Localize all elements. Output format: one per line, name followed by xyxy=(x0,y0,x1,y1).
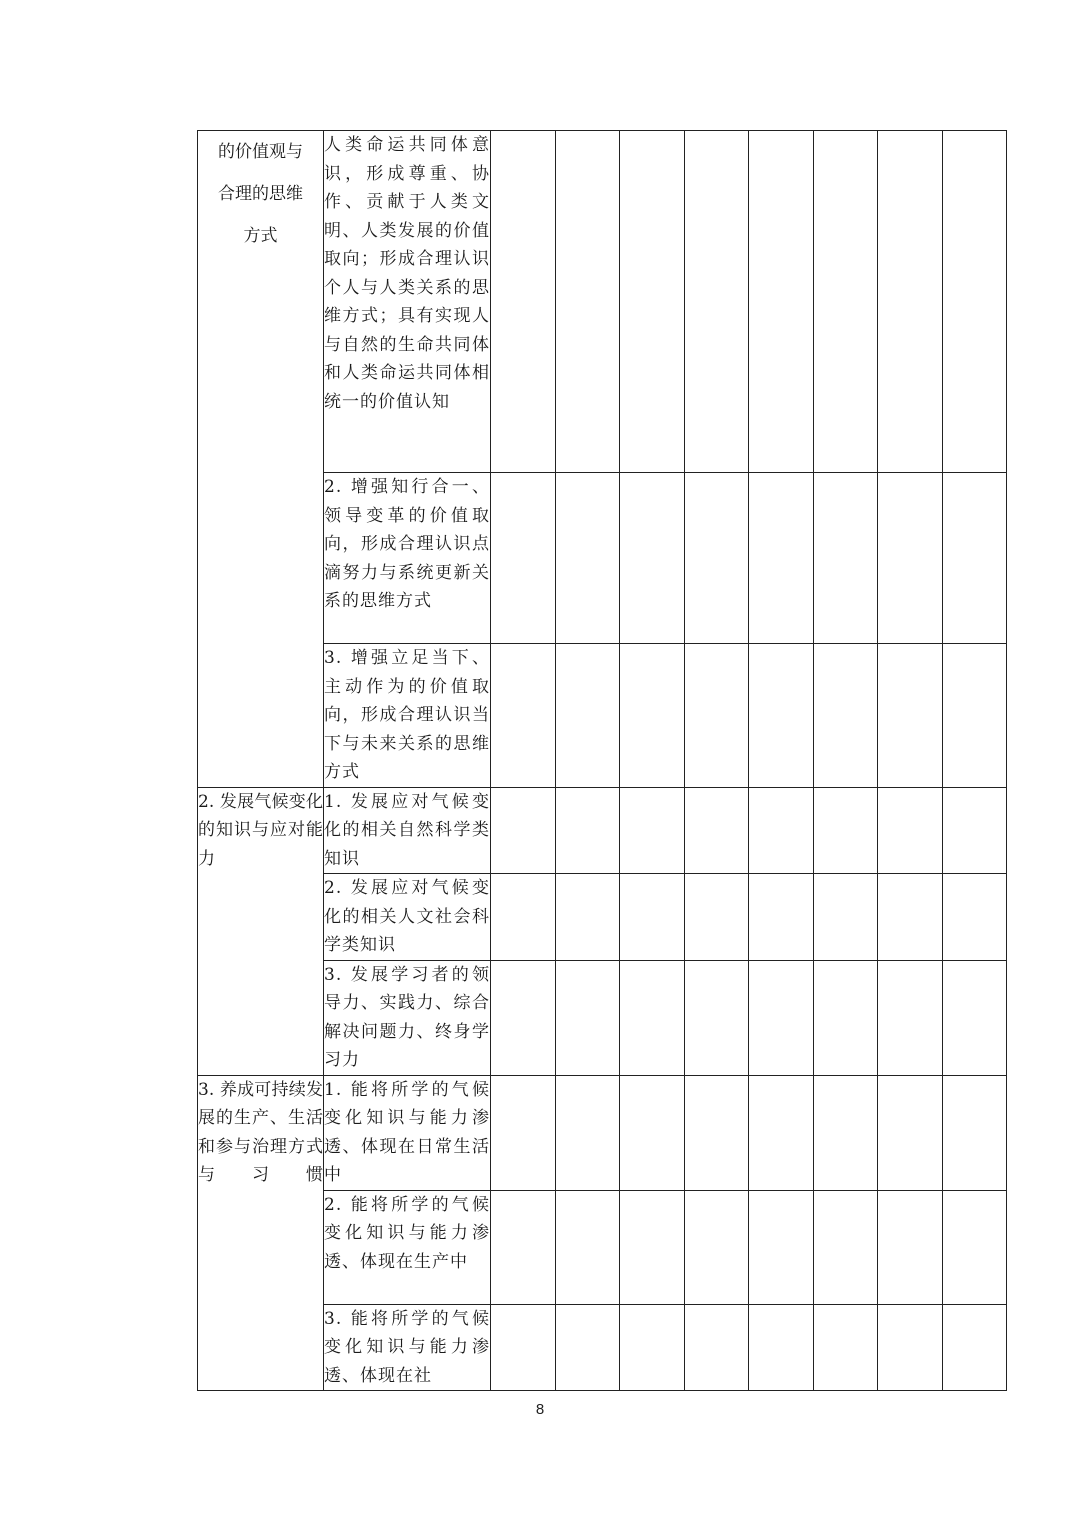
rating-cell[interactable] xyxy=(620,1190,685,1304)
rating-cell[interactable] xyxy=(878,131,943,473)
rating-cell[interactable] xyxy=(813,1075,878,1190)
rating-cell[interactable] xyxy=(620,131,685,473)
rating-cell[interactable] xyxy=(555,1304,620,1391)
rating-cell[interactable] xyxy=(684,1075,749,1190)
rating-cell[interactable] xyxy=(749,874,814,961)
rating-cell[interactable] xyxy=(878,1190,943,1304)
rating-cell[interactable] xyxy=(813,787,878,874)
indicator-cell: 2. 能将所学的气候变化知识与能力渗透、体现在生产中 xyxy=(324,1190,491,1304)
dimension-cell xyxy=(198,131,324,788)
rating-cell[interactable] xyxy=(491,960,556,1075)
rating-cell[interactable] xyxy=(942,787,1006,874)
rating-cell[interactable] xyxy=(813,1190,878,1304)
indicator-cell: 2. 增强知行合一、领导变革的价值取向，形成合理认识点滴努力与系统更新关系的思维方式 xyxy=(324,473,491,644)
rating-cell[interactable] xyxy=(684,787,749,874)
dimension-line: 方式 xyxy=(243,226,278,246)
rating-cell[interactable] xyxy=(620,473,685,644)
rating-cell[interactable] xyxy=(491,644,556,788)
rating-cell[interactable] xyxy=(813,473,878,644)
rating-cell[interactable] xyxy=(684,874,749,961)
rating-cell[interactable] xyxy=(555,473,620,644)
rating-cell[interactable] xyxy=(684,1190,749,1304)
rating-cell[interactable] xyxy=(620,644,685,788)
rating-cell[interactable] xyxy=(491,131,556,473)
rating-cell[interactable] xyxy=(878,1075,943,1190)
indicator-cell: 3. 能将所学的气候变化知识与能力渗透、体现在社 xyxy=(324,1304,491,1391)
rating-cell[interactable] xyxy=(491,787,556,874)
rating-cell[interactable] xyxy=(749,1304,814,1391)
rating-cell[interactable] xyxy=(491,1304,556,1391)
rating-cell[interactable] xyxy=(684,473,749,644)
rating-cell[interactable] xyxy=(684,1304,749,1391)
rating-cell[interactable] xyxy=(942,1304,1006,1391)
rating-cell[interactable] xyxy=(813,874,878,961)
rating-cell[interactable] xyxy=(942,473,1006,644)
rating-cell[interactable] xyxy=(878,1304,943,1391)
rating-cell[interactable] xyxy=(620,1304,685,1391)
table-row xyxy=(198,131,1007,473)
rating-cell[interactable] xyxy=(749,787,814,874)
rating-cell[interactable] xyxy=(555,787,620,874)
rating-cell[interactable] xyxy=(684,960,749,1075)
rating-cell[interactable] xyxy=(749,960,814,1075)
rating-cell[interactable] xyxy=(491,1190,556,1304)
evaluation-table xyxy=(197,130,1007,1391)
table-row xyxy=(198,1075,1007,1190)
rating-cell[interactable] xyxy=(555,131,620,473)
indicator-cell: 3. 发展学习者的领导力、实践力、综合解决问题力、终身学习力 xyxy=(324,960,491,1075)
rating-cell[interactable] xyxy=(813,1304,878,1391)
page-number: 8 xyxy=(535,1401,545,1418)
rating-cell[interactable] xyxy=(555,644,620,788)
rating-cell[interactable] xyxy=(878,473,943,644)
indicator-cell: 3. 增强立足当下、主动作为的价值取向，形成合理认识当下与未来关系的思维方式 xyxy=(324,644,491,788)
rating-cell[interactable] xyxy=(749,1075,814,1190)
rating-cell[interactable] xyxy=(749,473,814,644)
rating-cell[interactable] xyxy=(813,131,878,473)
table-row xyxy=(198,787,1007,874)
rating-cell[interactable] xyxy=(620,960,685,1075)
dimension-line: 的价值观与 xyxy=(218,142,303,162)
rating-cell[interactable] xyxy=(620,874,685,961)
rating-cell[interactable] xyxy=(555,874,620,961)
rating-cell[interactable] xyxy=(813,644,878,788)
rating-cell[interactable] xyxy=(491,874,556,961)
rating-cell[interactable] xyxy=(491,1075,556,1190)
rating-cell[interactable] xyxy=(555,1190,620,1304)
rating-cell[interactable] xyxy=(491,473,556,644)
rating-cell[interactable] xyxy=(749,1190,814,1304)
rating-cell[interactable] xyxy=(813,960,878,1075)
indicator-cell: 1. 能将所学的气候变化知识与能力渗透、体现在日常生活中 xyxy=(324,1075,491,1190)
rating-cell[interactable] xyxy=(942,1190,1006,1304)
rating-cell[interactable] xyxy=(684,644,749,788)
rating-cell[interactable] xyxy=(620,787,685,874)
rating-cell[interactable] xyxy=(942,644,1006,788)
rating-cell[interactable] xyxy=(942,1075,1006,1190)
rating-cell[interactable] xyxy=(749,131,814,473)
rating-cell[interactable] xyxy=(942,131,1006,473)
indicator-cell: 1. 发展应对气候变化的相关自然科学类知识 xyxy=(324,787,491,874)
rating-cell[interactable] xyxy=(620,1075,685,1190)
rating-cell[interactable] xyxy=(555,960,620,1075)
rating-cell[interactable] xyxy=(878,644,943,788)
dimension-cell: 2. 发展气候变化的知识与应对能力 xyxy=(198,787,324,1075)
rating-cell[interactable] xyxy=(878,874,943,961)
rating-cell[interactable] xyxy=(878,960,943,1075)
dimension-line: 合理的思维 xyxy=(218,184,303,204)
rating-cell[interactable] xyxy=(684,131,749,473)
rating-cell[interactable] xyxy=(555,1075,620,1190)
indicator-cell: 人类命运共同体意识，形成尊重、协作、贡献于人类文明、人类发展的价值取向；形成合理认识个人与人类关系的思维方式；具有实现人与自然的生命共同体和人类命运共同体相统一的价值认知 xyxy=(324,131,491,473)
rating-cell[interactable] xyxy=(878,787,943,874)
indicator-cell: 2. 发展应对气候变化的相关人文社会科学类知识 xyxy=(324,874,491,961)
rating-cell[interactable] xyxy=(749,644,814,788)
dimension-cell: 3. 养成可持续发展的生产、生活和参与治理方式与习惯 xyxy=(198,1075,324,1391)
rating-cell[interactable] xyxy=(942,874,1006,961)
rating-cell[interactable] xyxy=(942,960,1006,1075)
